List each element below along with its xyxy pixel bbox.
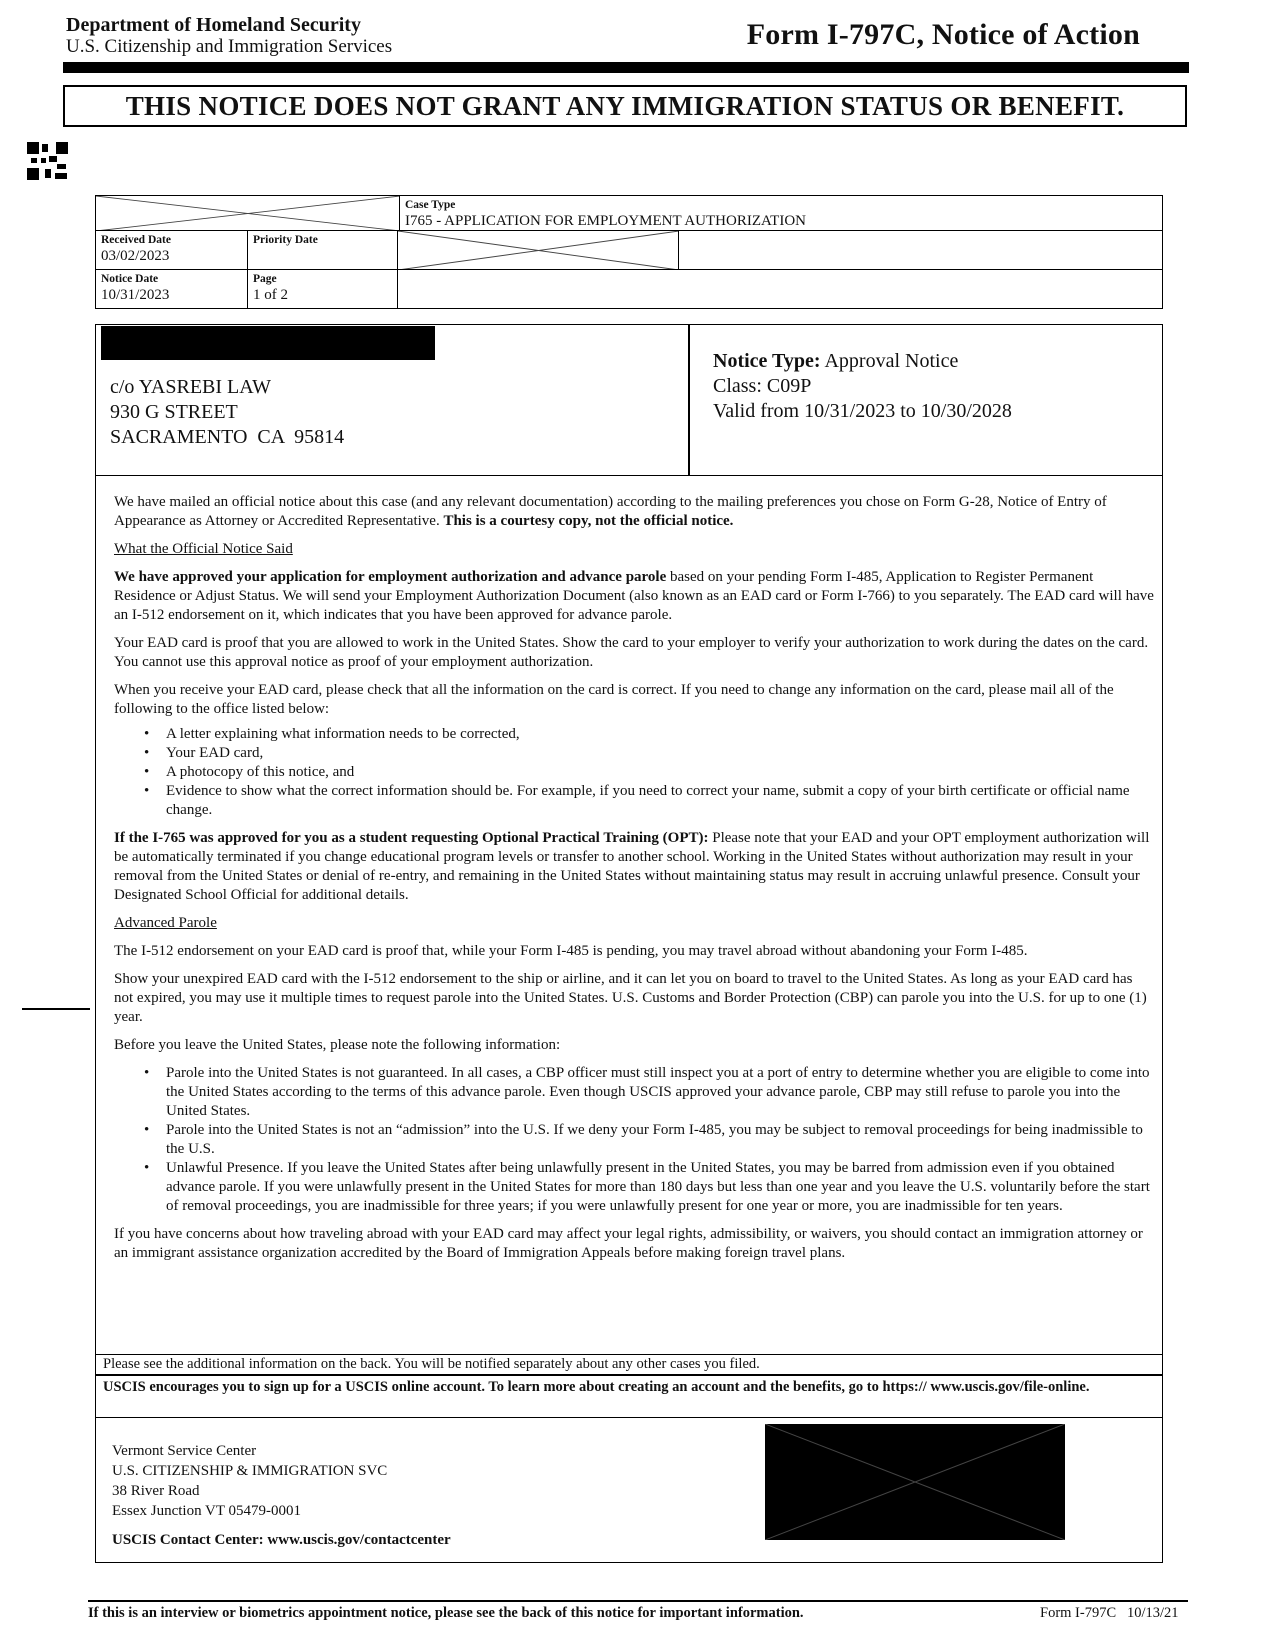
concerns-paragraph: If you have concerns about how traveling abroad with your EAD card may affect your legal rights, admissibility, or waivers, you should contact an immigration attorney or an immigrant assistance organization accredited by the Board of Immigration Appeals before making foreign travel plans. xyxy=(114,1226,1143,1261)
address-divider xyxy=(688,324,690,476)
notice-type-value: Approval Notice xyxy=(824,350,959,372)
received-date-cell xyxy=(95,230,249,271)
redacted-beneficiary xyxy=(397,230,680,271)
priority-date-cell xyxy=(247,230,399,271)
page-value: 1 of 2 xyxy=(253,287,288,303)
notice-date-label: Notice Date xyxy=(101,273,159,285)
receive-paragraph: When you receive your EAD card, please check that all the information on the card is correct. If you need to change any information on the card, please mail all of the following to the office listed below: xyxy=(114,682,1114,717)
list-item: • A photocopy of this notice, and xyxy=(114,763,1154,782)
margin-mark xyxy=(22,1008,90,1010)
beneficiary-cell xyxy=(678,230,1163,271)
list-item: • Your EAD card, xyxy=(114,744,1154,763)
page-label: Page xyxy=(253,273,277,285)
page-cell xyxy=(247,269,399,309)
i512-paragraph: The I-512 endorsement on your EAD card is proof that, while your Form I-485 is pending, you may travel abroad without abandoning your Form I-485. xyxy=(114,943,1028,959)
address-line: Vermont Service Center xyxy=(112,1443,257,1459)
address-line: U.S. CITIZENSHIP & IMMIGRATION SVC xyxy=(112,1463,388,1479)
list-item: • Unlawful Presence. If you leave the United States after being unlawfully present in the United States, you may be barred from admission even if you obtained advance parole. If you were unlawfully present in the United States for more than 180 days but less than one year and you leave the U.S. voluntarily before the start of removal proceedings, you are inadmissible for three years; if you were unlawfully present for one year or more, you are inadmissible for ten years. xyxy=(114,1159,1154,1216)
list-item: • Parole into the United States is not guaranteed. In all cases, a CBP officer must still inspect you at a port of entry to determine whether you are eligible to come into the United States according to the terms of this advance parole. Even though USCIS approved your advance parole, CBP may still refuse to parole you into the United States. xyxy=(114,1064,1154,1121)
section-heading: Advanced Parole xyxy=(114,915,217,931)
valid-line: Valid from 10/31/2023 to 10/30/2028 xyxy=(713,400,1012,422)
approval-paragraph: We have approved your application for employment authorization and advance parole based on your pending Form I-485, Application to Register Permanent Residence or Adjust Status. We will send your Employment Authorization Document (also known as an EAD card or Form I-766) to you separately. The EAD card will have an I-512 endorsement on it, which indicates that you have been approved for advance parole. xyxy=(114,569,1154,623)
class-line: Class: C09P xyxy=(713,375,812,397)
notice-date-cell xyxy=(95,269,249,309)
priority-date-label: Priority Date xyxy=(253,234,318,246)
agency-block xyxy=(66,14,586,58)
received-date-label: Received Date xyxy=(101,234,171,246)
footer-rule xyxy=(88,1600,1188,1602)
blank-cell xyxy=(397,269,1163,309)
travel-list xyxy=(114,1064,1154,1216)
case-type-label: Case Type xyxy=(405,199,456,211)
bottom-note: If this is an interview or biometrics appointment notice, please see the back of this notice for important information. xyxy=(88,1605,804,1621)
case-type-value: I765 - APPLICATION FOR EMPLOYMENT AUTHORIZATION xyxy=(405,213,806,229)
redacted-receipt-number xyxy=(95,195,401,232)
form-title: Form I-797C, Notice of Action xyxy=(746,18,1140,51)
case-type-cell xyxy=(399,195,1163,232)
recipient-address xyxy=(110,375,344,450)
list-item: • A letter explaining what information needs to be corrected, xyxy=(114,725,1154,744)
show-card-paragraph: Show your unexpired EAD card with the I-512 endorsement to the ship or airline, and it can let you on board to travel to the United States. As long as your EAD card has not expired, you may use it multiple times to request parole into the United States. U.S. Customs and Border Protection (CBP) can parole you into the U.S. for up to one (1) year. xyxy=(114,971,1147,1025)
address-line: 38 River Road xyxy=(112,1483,200,1499)
proof-paragraph: Your EAD card is proof that you are allowed to work in the United States. Show the card to your employer to verify your authorization to work during the dates on the card. You cannot use this approval notice as proof of your employment authorization. xyxy=(114,635,1149,670)
online-account-note: USCIS encourages you to sign up for a USCIS online account. To learn more about creating an account and the benefits, go to https:// www.uscis.gov/file-online. xyxy=(95,1375,1163,1418)
intro-paragraph: We have mailed an official notice about this case (and any relevant documentation) according to the mailing preferences you chose on Form G-28, Notice of Entry of Appearance as Attorney or Accredited Representative. This is a courtesy copy, not the official notice. xyxy=(114,494,1107,529)
agency-subname: U.S. Citizenship and Immigration Services xyxy=(66,36,393,57)
notice-body xyxy=(114,493,1154,1272)
opt-paragraph: If the I-765 was approved for you as a student requesting Optional Practical Training (OPT): Please note that your EAD and your OPT employment authorization will be automatically terminated if you change educational program levels or transfer to another school. Working in the United States without authorization may result in your removal from the United States or denial of re-entry, and remaining in the United States without maintaining status may result in accruing unlawful presence. Consult your Designated School Official for additional details. xyxy=(114,830,1150,903)
agency-name: Department of Homeland Security xyxy=(66,14,361,36)
address-line: SACRAMENTO CA 95814 xyxy=(110,426,345,448)
address-line: c/o YASREBI LAW xyxy=(110,376,271,398)
barcode-icon xyxy=(27,142,68,180)
list-item: • Evidence to show what the correct information should be. For example, if you need to correct your name, submit a copy of your birth certificate or official name change. xyxy=(114,782,1154,820)
notice-type-block xyxy=(713,349,1012,424)
status-banner: THIS NOTICE DOES NOT GRANT ANY IMMIGRATION STATUS OR BENEFIT. xyxy=(63,85,1187,127)
form-number: Form I-797C 10/13/21 xyxy=(1040,1605,1179,1621)
section-heading: What the Official Notice Said xyxy=(114,541,293,557)
see-back-note: Please see the additional information on the back. You will be notified separately about any other cases you filed. xyxy=(95,1355,1163,1375)
redacted-recipient-name xyxy=(101,326,435,360)
list-item: • Parole into the United States is not an “admission” into the U.S. If we deny your Form I-485, you may be subject to removal proceedings for being inadmissible to the U.S. xyxy=(114,1121,1154,1159)
contact-center: USCIS Contact Center: www.uscis.gov/contactcenter xyxy=(112,1532,451,1548)
case-info-table xyxy=(95,195,1163,325)
header-rule xyxy=(63,62,1189,73)
notice-date-value: 10/31/2023 xyxy=(101,287,170,303)
service-center-address xyxy=(112,1441,387,1521)
notice-type-label: Notice Type: xyxy=(713,350,821,372)
redacted-barcode xyxy=(765,1424,1065,1540)
address-line: 930 G STREET xyxy=(110,401,238,423)
before-paragraph: Before you leave the United States, please note the following information: xyxy=(114,1037,561,1053)
address-line: Essex Junction VT 05479-0001 xyxy=(112,1503,302,1519)
mail-list xyxy=(114,725,1154,820)
received-date-value: 03/02/2023 xyxy=(101,248,170,264)
